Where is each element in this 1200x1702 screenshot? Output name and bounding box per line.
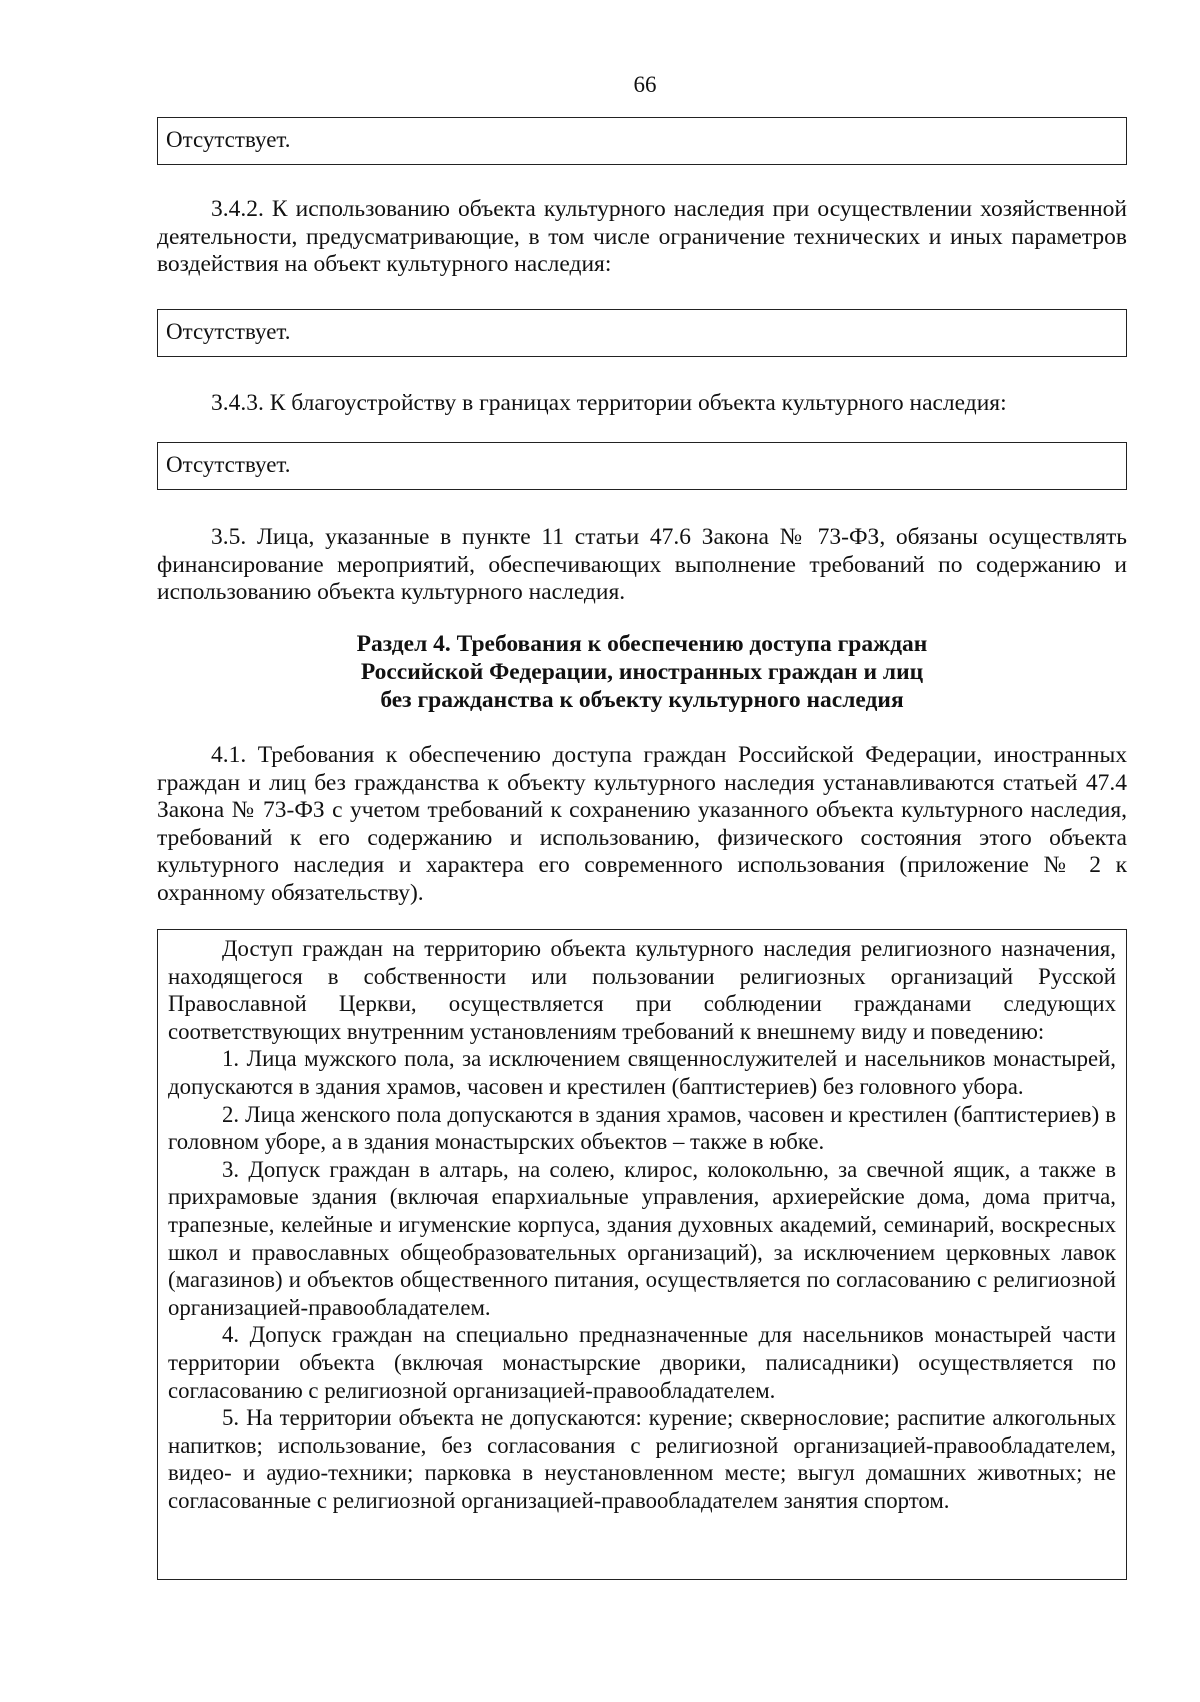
paragraph-4-1: 4.1. Требования к обеспечению доступа граждан Российской Федерации, иностранных граждан и лиц без гражданства к объекту культурного наследия устанавливаются статьей 47.4 Закона № 73-ФЗ с учетом требований к сохранению указанного объекта культурного наследия, требований к его содержанию и использованию, физического состояния этого объекта культурного наследия и характера его современного использования (приложение № 2 к охранному обязательству). bbox=[157, 742, 1127, 906]
access-rule-2: 2. Лица женского пола допускаются в здания храмов, часовен и крестилен (баптистериев) в головном уборе, а в здания монастырских объектов – также в юбке. bbox=[168, 1101, 1116, 1155]
requirement-box-1-text: Отсутствует. bbox=[166, 127, 291, 152]
access-rule-5: 5. На территории объекта не допускаются: курение; сквернословие; распитие алкогольных напитков; использование, без согласования с религиозной организацией-правообладателем, видео- и аудио-техники; парковка в неустановленном месте; выгул домашних животных; не согласованные с религиозной организацией-правообладателем занятия спортом. bbox=[168, 1405, 1116, 1513]
section-4-title-line-1: Раздел 4. Требования к обеспечению доступа граждан bbox=[356, 631, 928, 657]
access-rule-4: 4. Допуск граждан на специально предназначенные для насельников монастырей части территории объекта (включая монастырские дворики, палисадники) осуществляется по согласованию с религиозной организацией-правообладателем. bbox=[168, 1322, 1116, 1403]
requirement-box-3-text: Отсутствует. bbox=[166, 452, 291, 477]
access-rule-3: 3. Допуск граждан в алтарь, на солею, клирос, колокольню, за свечной ящик, а также в прихрамовые здания (включая епархиальные управления, архиерейские дома, дома притча, трапезные, келейные и игуменские корпуса, здания духовных академий, семинарий, воскресных школ и православных общеобразовательных организаций), за исключением церковных лавок (магазинов) и объектов общественного питания, осуществляется по согласованию с религиозной организацией-правообладателем. bbox=[168, 1156, 1116, 1320]
section-4-title-line-3: без гражданства к объекту культурного наследия bbox=[380, 687, 904, 713]
section-4-title-line-2: Российской Федерации, иностранных граждан и лиц bbox=[360, 659, 924, 685]
paragraph-3-4-3: 3.4.3. К благоустройству в границах территории объекта культурного наследия: bbox=[211, 390, 1007, 416]
section-4-heading bbox=[157, 630, 1127, 714]
paragraph-3-4-2: 3.4.2. К использованию объекта культурного наследия при осуществлении хозяйственной деятельности, предусматривающие, в том числе ограничение технических и иных параметров воздействия на объект культурного наследия: bbox=[157, 196, 1127, 277]
access-requirements-box bbox=[157, 929, 1127, 1580]
access-rule-1: 1. Лица мужского пола, за исключением священнослужителей и насельников монастырей, допускаются в здания храмов, часовен и крестилен (баптистериев) без головного убора. bbox=[168, 1046, 1116, 1099]
requirement-box-2-text: Отсутствует. bbox=[166, 319, 291, 344]
requirement-box-3 bbox=[157, 442, 1127, 490]
requirement-box-2 bbox=[157, 309, 1127, 357]
paragraph-3-5: 3.5. Лица, указанные в пункте 11 статьи 47.6 Закона № 73-ФЗ, обязаны осуществлять финансирование мероприятий, обеспечивающих выполнение требований по содержанию и использованию объекта культурного наследия. bbox=[157, 524, 1127, 605]
requirement-box-1 bbox=[157, 117, 1127, 165]
access-intro: Доступ граждан на территорию объекта культурного наследия религиозного назначения, находящегося в собственности или пользовании религиозных организаций Русской Православной Церкви, осуществляется при соблюдении гражданами следующих соответствующих внутренним установлениям требований к внешнему виду и поведению: bbox=[168, 936, 1116, 1044]
page-number: 66 bbox=[633, 72, 657, 97]
